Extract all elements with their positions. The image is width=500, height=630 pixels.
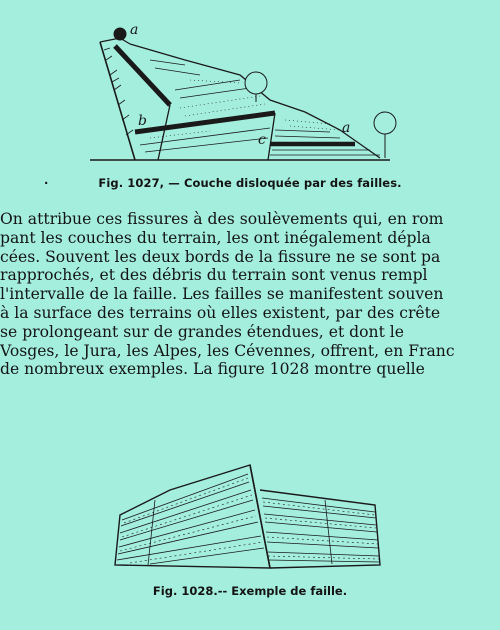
figure-1027-label-b: b [138,113,147,129]
body-paragraph [0,210,500,379]
paragraph-line: rapprochés, et des débris du terrain sont venus rempl [0,266,428,285]
figure-1027-illustration [90,20,410,170]
paragraph-line: On attribue ces fissures à des soulèvements qui, en rom [0,210,444,228]
paragraph-line: cées. Souvent les deux bords de la fissure ne se sont pa [0,247,441,266]
figure-1028-caption: Fig. 1028.-- Exemple de faille. [152,584,348,598]
paragraph-line: se prolongeant sur de grandes étendues, et dont le [0,322,405,341]
figure-1027-label-a-top: a [130,22,139,38]
figure-1027-label-a-right: a [342,120,351,136]
figure-1027-label-c: c [258,132,266,148]
paragraph-line: à la surface des terrains où elles existent, par des crête [0,303,441,322]
paragraph-line: de nombreux exemples. La figure 1028 montre quelle [0,360,425,379]
figure-1027-caption-block [0,176,500,190]
paragraph-line: pant les couches du terrain, les ont inégalement dépla [0,228,431,247]
caption-dot-mark: · [44,176,49,190]
paragraph-line: Vosges, le Jura, les Alpes, les Cévennes, offrent, en Franc [0,341,455,360]
paragraph-line: l'intervalle de la faille. Les failles se manifestent souven [0,285,444,304]
figure-1027-caption: Fig. 1027, — Couche disloquée par des failles. [98,176,402,190]
figure-1028-illustration [110,460,385,575]
